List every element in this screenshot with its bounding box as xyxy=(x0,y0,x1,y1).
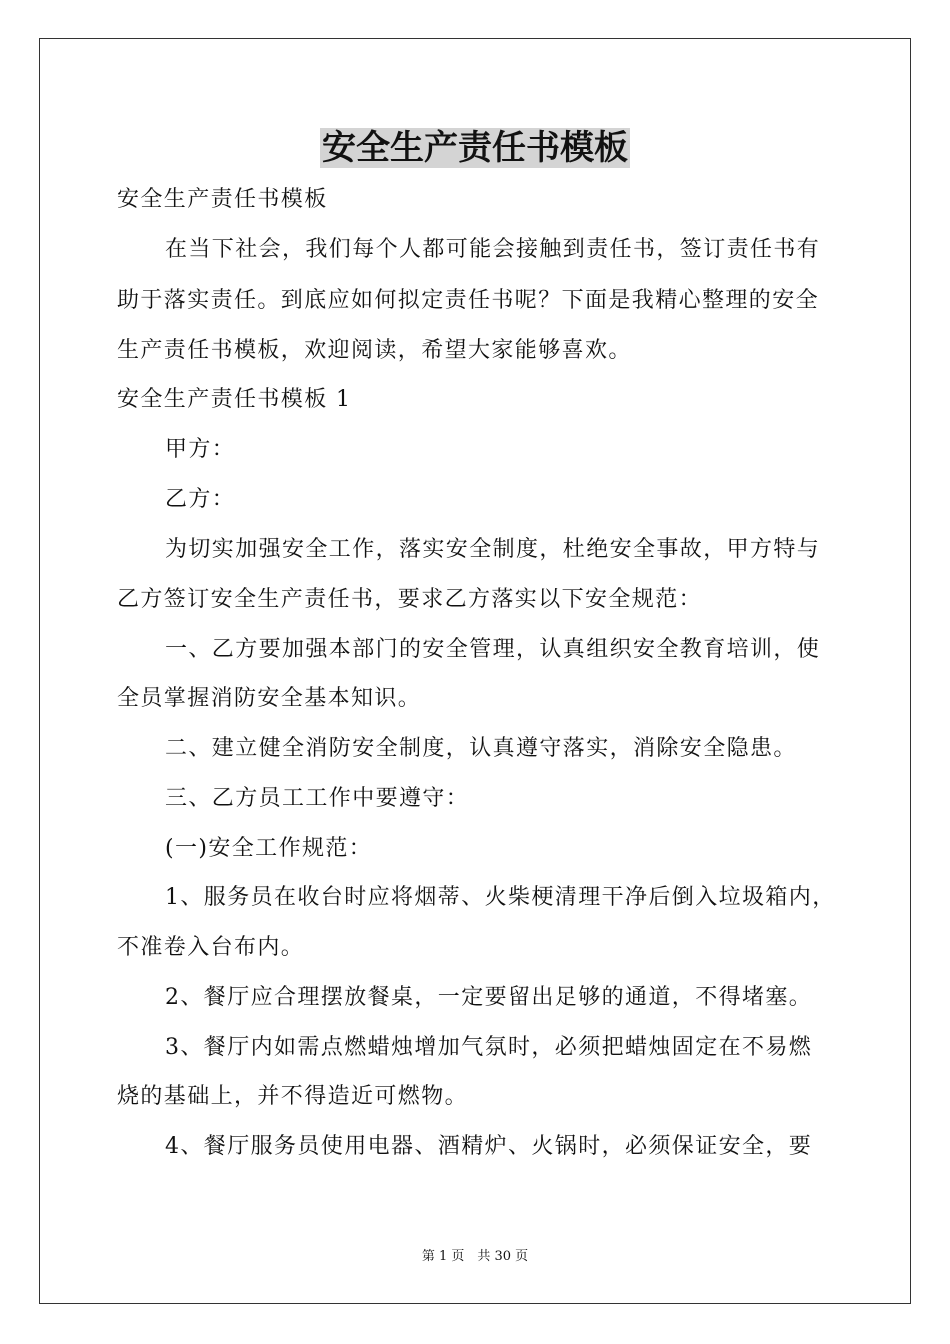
paragraph-line: 不准卷入台布内。 xyxy=(117,935,305,960)
paragraph-line: 三、乙方员工工作中要遵守： xyxy=(165,786,470,811)
paragraph-line: (一)安全工作规范： xyxy=(165,836,373,861)
section-heading: 安全生产责任书模板 1 xyxy=(117,387,352,412)
paragraph-line: 2、餐厅应合理摆放餐桌，一定要留出足够的通道，不得堵塞。 xyxy=(165,985,813,1010)
page-footer: 第 1 页 共 30 页 xyxy=(421,1249,529,1264)
paragraph-line: 为切实加强安全工作，落实安全制度，杜绝安全事故，甲方特与 xyxy=(165,537,821,562)
party-b-line: 乙方： xyxy=(165,487,236,512)
paragraph-line: 1、服务员在收台时应将烟蒂、火柴梗清理干净后倒入垃圾箱内， xyxy=(165,885,836,910)
paragraph-line: 烧的基础上，并不得造近可燃物。 xyxy=(117,1084,469,1109)
page-border xyxy=(39,38,911,1304)
paragraph-line: 助于落实责任。到底应如何拟定责任书呢？下面是我精心整理的安全 xyxy=(117,288,820,313)
party-a-line: 甲方： xyxy=(165,437,236,462)
paragraph-line: 二、建立健全消防安全制度，认真遵守落实，消除安全隐患。 xyxy=(165,736,797,761)
subtitle-line: 安全生产责任书模板 xyxy=(117,187,328,212)
paragraph-line: 乙方签订安全生产责任书，要求乙方落实以下安全规范： xyxy=(117,587,703,612)
paragraph-line: 4、餐厅服务员使用电器、酒精炉、火锅时，必须保证安全，要 xyxy=(165,1134,813,1159)
paragraph-line: 生产责任书模板，欢迎阅读，希望大家能够喜欢。 xyxy=(117,338,632,363)
paragraph-line: 全员掌握消防安全基本知识。 xyxy=(117,686,422,711)
paragraph-line: 3、餐厅内如需点燃蜡烛增加气氛时，必须把蜡烛固定在不易燃 xyxy=(165,1035,813,1060)
paragraph-line: 在当下社会，我们每个人都可能会接触到责任书，签订责任书有 xyxy=(165,237,821,262)
document-title: 安全生产责任书模板 xyxy=(322,128,628,168)
paragraph-line: 一、乙方要加强本部门的安全管理，认真组织安全教育培训，使 xyxy=(165,637,821,662)
